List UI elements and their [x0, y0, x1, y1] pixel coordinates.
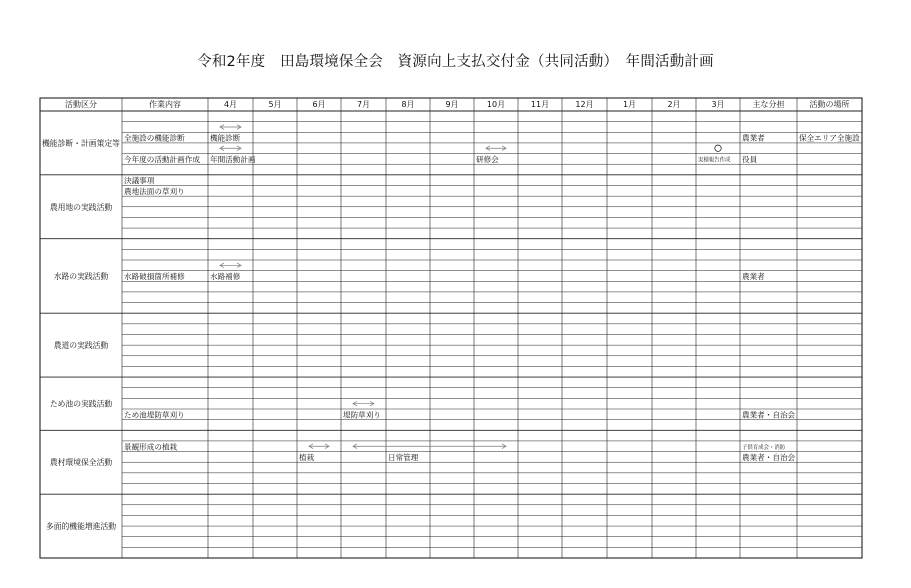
- task-cell: 全施設の機能診断: [124, 133, 185, 143]
- header-month: 4月: [223, 100, 238, 110]
- role-cell: 役員: [742, 154, 758, 164]
- note-cell: 子供育成会・消防: [742, 444, 786, 451]
- category-label: 多面的機能増進活動: [45, 522, 117, 532]
- plan-cell: 機能診断: [210, 133, 241, 143]
- category-label: 水路の実践活動: [53, 271, 109, 281]
- header-task: 作業内容: [149, 100, 181, 110]
- category-label: 農村環境保全活動: [49, 458, 113, 468]
- place-cell: 保全エリア全施設: [799, 133, 860, 143]
- circle-marker: [715, 145, 721, 151]
- task-cell: 決議事項: [124, 176, 155, 186]
- role-cell: 農業者: [742, 133, 765, 143]
- header-month: 5月: [268, 100, 282, 110]
- page-title: 令和2年度 田島環境保全会 資源向上支払交付金（共同活動） 年間活動計画: [197, 54, 714, 70]
- role-cell: 農業者・自治会: [742, 452, 796, 462]
- header-month: 9月: [445, 100, 459, 110]
- header-category: 活動区分: [65, 100, 97, 110]
- header-month: 12月: [575, 100, 594, 110]
- header-place: 活動の場所: [809, 100, 850, 110]
- category-label: 農用地の実践活動: [49, 202, 113, 212]
- role-cell: 農業者: [742, 271, 765, 281]
- header-month: 7月: [356, 100, 371, 110]
- task-cell: 景観形成の植栽: [124, 442, 178, 452]
- header-month: 10月: [486, 100, 506, 110]
- plan-cell: 植栽: [299, 452, 315, 462]
- task-cell: 農地法面の草刈り: [124, 186, 185, 196]
- header-month: 6月: [312, 100, 326, 110]
- header-role: 主な分担: [752, 100, 785, 110]
- plan-cell: 堤防草刈り: [343, 410, 381, 420]
- category-label: ため池の実践活動: [49, 399, 113, 409]
- category-label: 農道の実践活動: [53, 341, 109, 351]
- table-frame: [40, 98, 862, 558]
- role-cell: 農業者・自治会: [742, 410, 796, 420]
- note-cell: 実積報告作成: [698, 157, 731, 164]
- category-label: 機能診断・計画策定等: [42, 138, 120, 148]
- header-month: 8月: [401, 100, 415, 110]
- plan-cell: 研修会: [476, 154, 499, 164]
- header-month: 1月: [622, 100, 637, 110]
- task-cell: 今年度の活動計画作成: [124, 154, 200, 164]
- task-cell: ため池堤防草刈り: [124, 410, 185, 420]
- plan-cell: 日常管理: [388, 452, 419, 462]
- header-month: 2月: [667, 100, 681, 110]
- plan-cell: 年間活動計画: [210, 154, 256, 164]
- header-month: 11月: [530, 100, 550, 110]
- task-cell: 水路破損箇所補修: [124, 271, 185, 281]
- header-month: 3月: [711, 100, 725, 110]
- plan-cell: 水路補修: [210, 271, 241, 281]
